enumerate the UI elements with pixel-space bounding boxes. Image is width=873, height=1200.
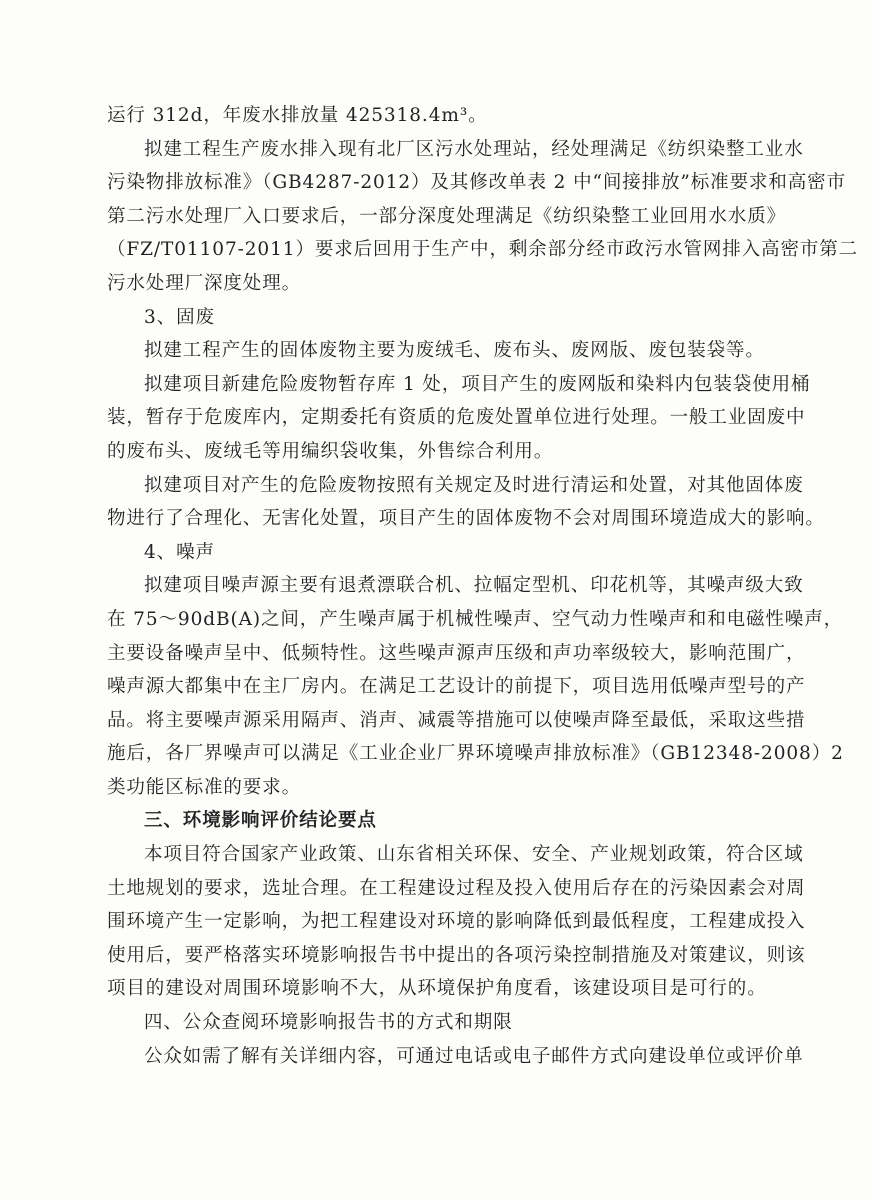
text-line: 在 75～90dB(A)之间，产生噪声属于机械性噪声、空气动力性噪声和和电磁性噪声，	[107, 608, 843, 630]
section-heading	[107, 804, 747, 838]
text-line: 噪声源大都集中在主厂房内。在满足工艺设计的前提下，项目选用低噪声型号的产	[107, 676, 806, 698]
text-line: 运行 312d，年废水排放量 425318.4m³。	[107, 105, 488, 126]
paragraph	[107, 133, 859, 301]
text-line: 装，暂存于危废库内，定期委托有资质的危废处置单位进行处理。一般工业固废中	[107, 407, 806, 429]
paragraph	[107, 368, 811, 469]
text-line: 三、环境影响评价结论要点	[144, 810, 377, 832]
text-line: 污染物排放标准》（GB4287-2012）及其修改单表 2 中“间接排放”标准要求和高密市	[107, 172, 846, 194]
text-line: 拟建项目对产生的危险废物按照有关规定及时进行清运和处置，对其他固体废	[144, 474, 804, 496]
text-line: 项目的建设对周围环境影响不大，从环境保护角度看，该建设项目是可行的。	[107, 978, 767, 1000]
text-line: 污水处理厂深度处理。	[107, 272, 302, 294]
text-line: 3、固废	[144, 306, 215, 328]
text-line: 的废布头、废绒毛等用编织袋收集，外售综合利用。	[107, 440, 554, 462]
text-line: 拟建项目新建危险废物暂存库 1 处，项目产生的废网版和染料内包装袋使用桶	[144, 373, 811, 395]
document-page	[107, 99, 859, 1073]
section-heading	[107, 536, 747, 570]
text-line: 土地规划的要求，选址合理。在工程建设过程及投入使用后存在的污染因素会对周	[107, 877, 806, 899]
paragraph	[107, 99, 747, 133]
text-line: 四、公众查阅环境影响报告书的方式和期限	[144, 1012, 513, 1034]
text-line: 拟建项目噪声源主要有退煮漂联合机、拉幅定型机、印花机等，其噪声级大致	[144, 575, 804, 597]
text-line: 围环境产生一定影响，为把工程建设对环境的影响降低到最低程度，工程建成投入	[107, 911, 806, 933]
text-line: 主要设备噪声呈中、低频特性。这些噪声源声压级和声功率级较大，影响范围广，	[107, 642, 806, 664]
section-heading	[107, 1006, 747, 1040]
text-line: 类功能区标准的要求。	[107, 776, 302, 798]
paragraph	[107, 838, 806, 1006]
section-heading	[107, 301, 747, 335]
text-line: 4、噪声	[144, 541, 215, 563]
text-line: （FZ/T01107-2011）要求后回用于生产中，剩余部分经市政污水管网排入高密市第二	[107, 239, 859, 261]
text-line: 物进行了合理化、无害化处置，项目产生的固体废物不会对周围环境造成大的影响。	[107, 508, 825, 530]
text-line: 本项目符合国家产业政策、山东省相关环保、安全、产业规划政策，符合区域	[144, 844, 804, 866]
text-line: 拟建工程生产废水排入现有北厂区污水处理站，经处理满足《纺织染整工业水	[144, 138, 804, 160]
paragraph	[107, 1040, 804, 1074]
text-line: 拟建工程产生的固体废物主要为废绒毛、废布头、废网版、废包装袋等。	[144, 340, 765, 362]
paragraph	[107, 469, 825, 536]
text-line: 施后，各厂界噪声可以满足《工业企业厂界环境噪声排放标准》（GB12348-2008）2	[107, 743, 844, 765]
text-line: 公众如需了解有关详细内容，可通过电话或电子邮件方式向建设单位或评价单	[144, 1045, 804, 1067]
paragraph	[107, 569, 844, 804]
paragraph	[107, 334, 765, 368]
text-line: 品。将主要噪声源采用隔声、消声、减震等措施可以使噪声降至最低，采取这些措	[107, 709, 806, 731]
text-line: 第二污水处理厂入口要求后，一部分深度处理满足《纺织染整工业回用水水质》	[107, 205, 787, 227]
text-line: 使用后，要严格落实环境影响报告书中提出的各项污染控制措施及对策建议，则该	[107, 944, 806, 966]
